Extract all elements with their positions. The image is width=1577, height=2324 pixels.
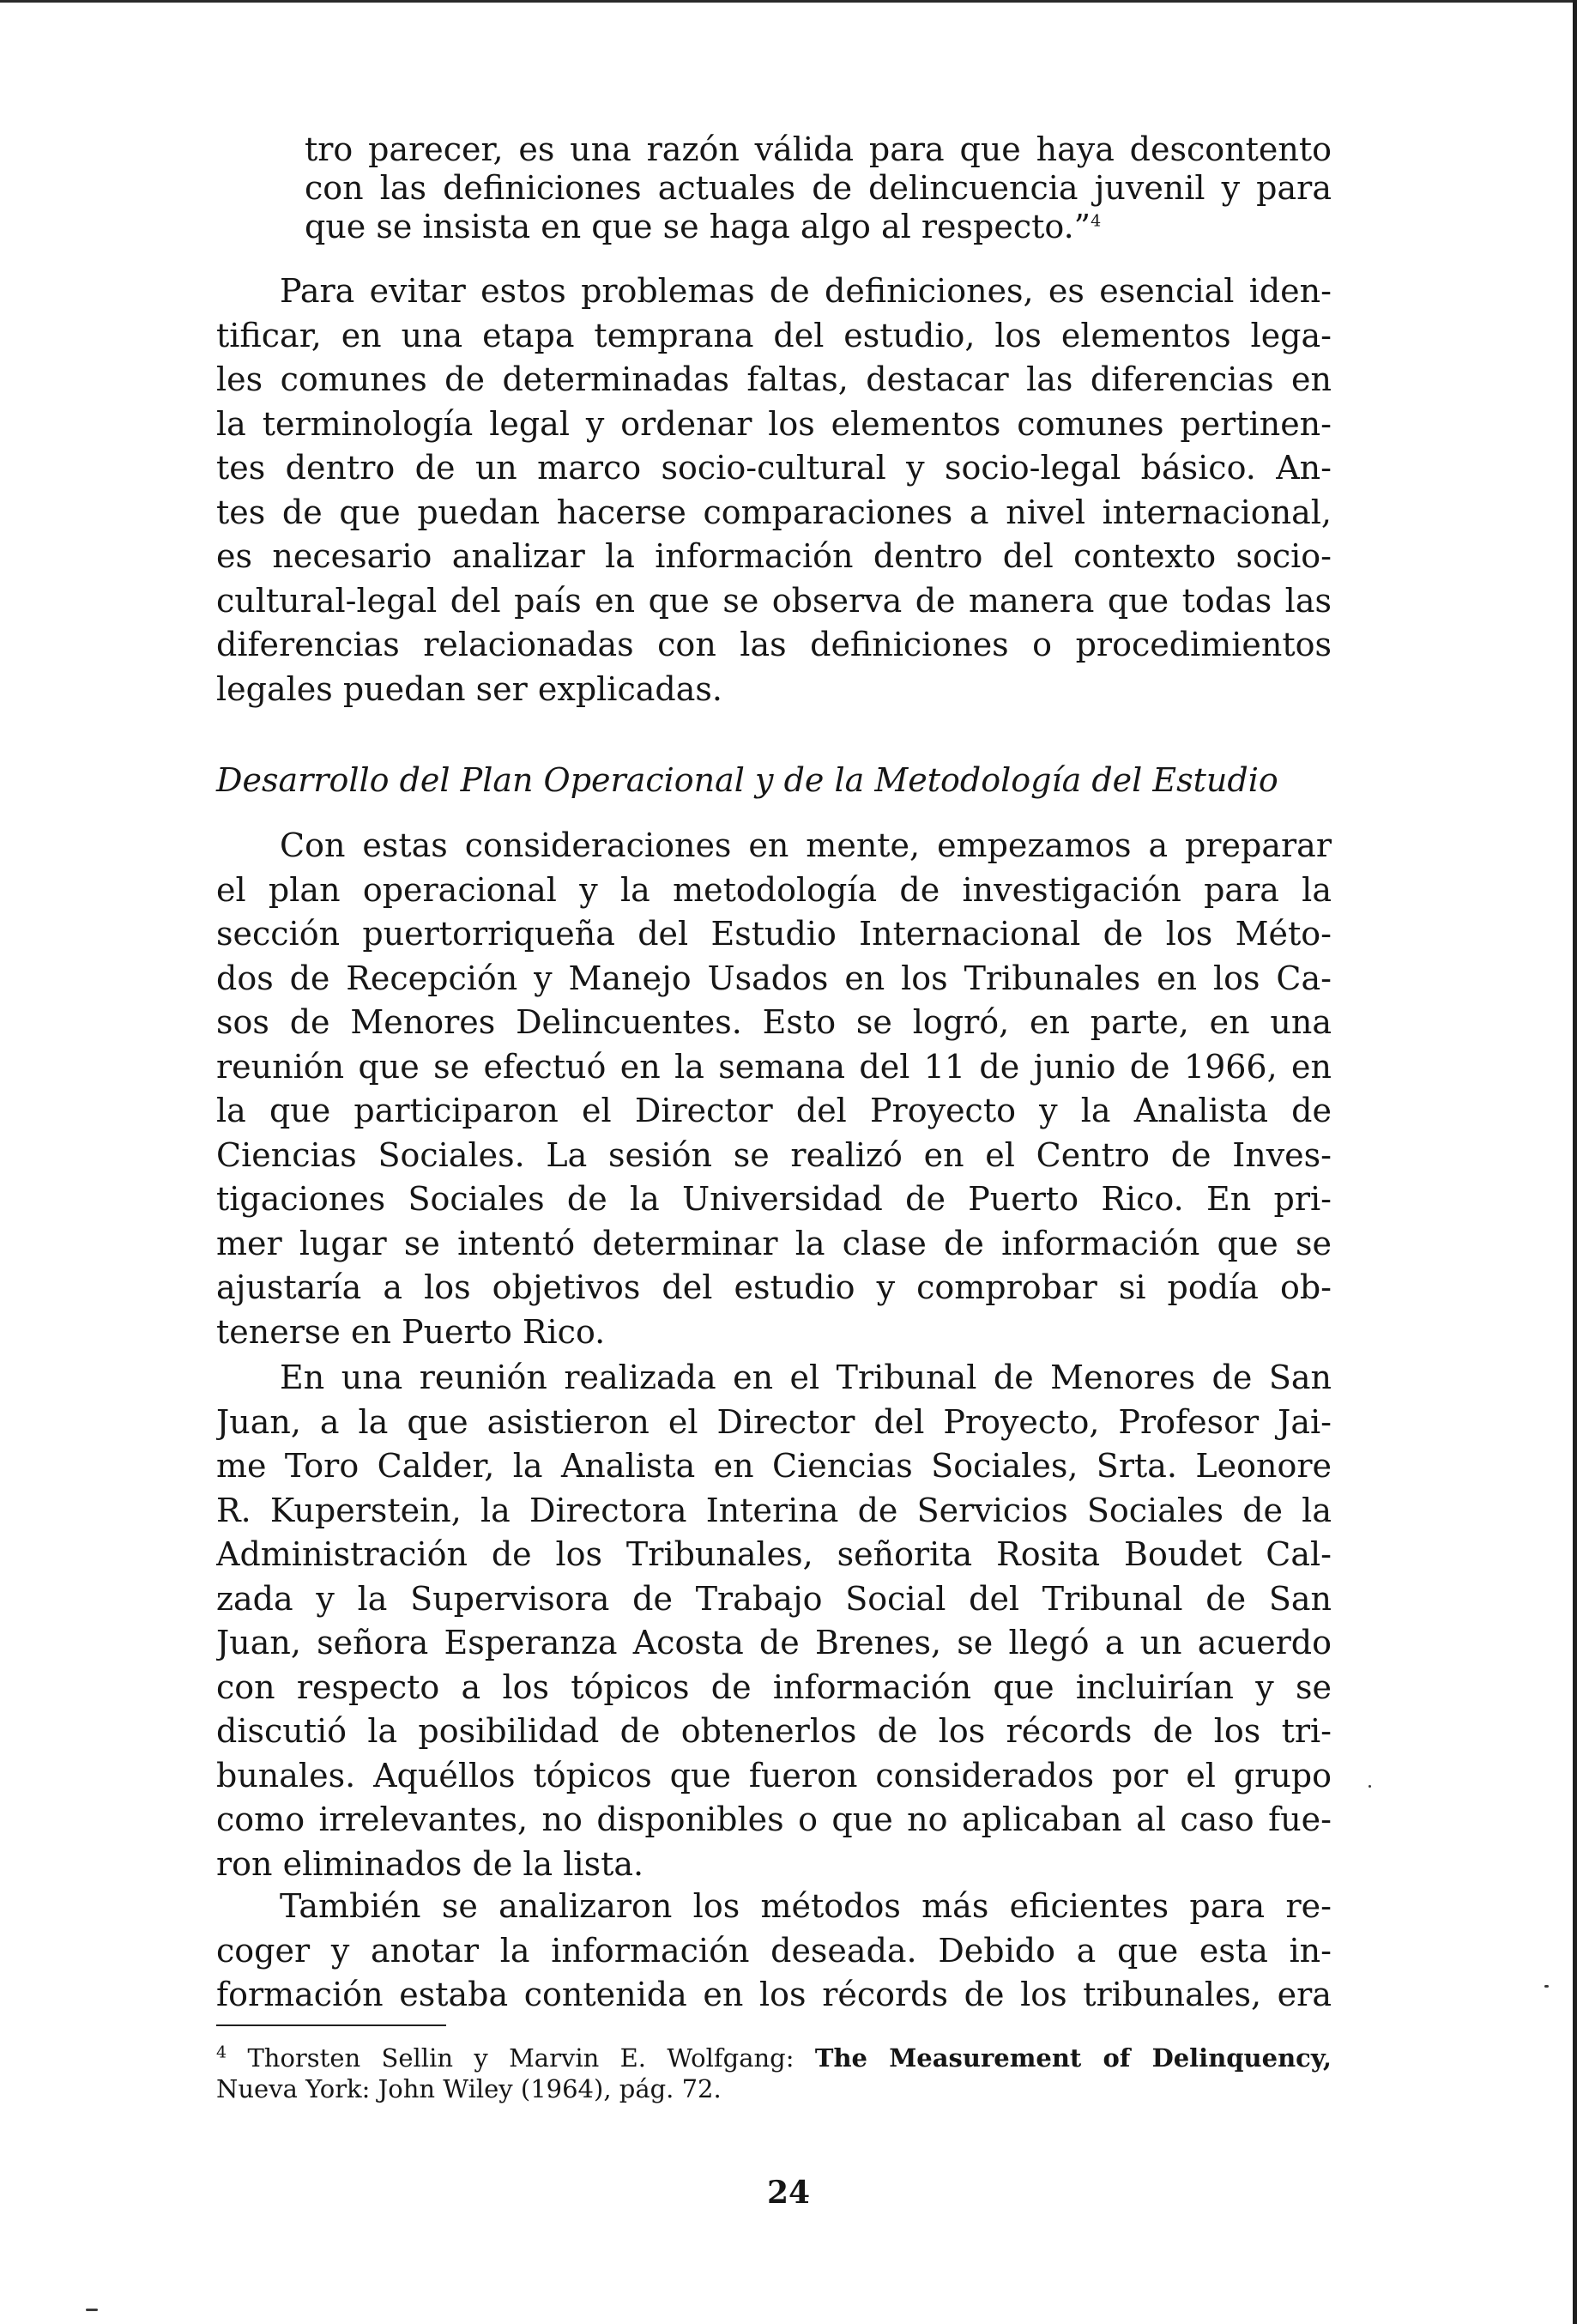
footnote-authors: Thorsten Sellin y Marvin E. Wolfgang: xyxy=(247,2043,795,2073)
paragraph-line: tificar, en una etapa temprana del estudio, los elementos lega- xyxy=(216,316,1332,354)
footnote-reference: 4 xyxy=(1091,211,1102,231)
paragraph-line: legales puedan ser explicadas. xyxy=(216,669,722,708)
paragraph-line: con respecto a los tópicos de información que incluirían y se xyxy=(216,1667,1332,1706)
paragraph-line: tes de que puedan hacerse comparaciones a nivel internacional, xyxy=(216,493,1332,531)
paragraph-line: dos de Recepción y Manejo Usados en los Tribunales en los Ca- xyxy=(216,959,1332,997)
paragraph-line: sos de Menores Delincuentes. Esto se logró, en parte, en una xyxy=(216,1003,1332,1041)
paragraph-line: sección puertorriqueña del Estudio Internacional de los Méto- xyxy=(216,915,1332,953)
footnote-separator xyxy=(216,2024,446,2026)
paragraph-line: bunales. Aquéllos tópicos que fueron considerados por el grupo xyxy=(216,1756,1332,1794)
paragraph-line: Juan, a la que asistieron el Director del Proyecto, Profesor Jai- xyxy=(216,1402,1332,1441)
paragraph-line: Para evitar estos problemas de definiciones, es esencial iden- xyxy=(280,272,1332,310)
footnote-line xyxy=(216,2043,1332,2073)
paragraph-line: reunión que se efectuó en la semana del 11 de junio de 1966, en xyxy=(216,1047,1332,1086)
quote-line: tro parecer, es una razón válida para que haya descontento xyxy=(305,130,1332,168)
paragraph-line: les comunes de determinadas faltas, destacar las diferencias en xyxy=(216,360,1332,398)
paragraph-line: cultural-legal del país en que se observa de manera que todas las xyxy=(216,581,1332,620)
footnote xyxy=(216,2043,1332,2104)
quote-block xyxy=(305,130,1332,246)
paragraph-line: la que participaron el Director del Proyecto y la Analista de xyxy=(216,1092,1332,1129)
paragraph-line: tigaciones Sociales de la Universidad de Puerto Rico. En pri- xyxy=(216,1180,1332,1218)
paragraph-line: Juan, señora Esperanza Acosta de Brenes, se llegó a un acuerdo xyxy=(216,1624,1332,1661)
paragraph-plan xyxy=(216,824,1332,1354)
paragraph-line: zada y la Supervisora de Trabajo Social del Tribunal de San xyxy=(216,1579,1332,1618)
paragraph-line: Administración de los Tribunales, señorita Rosita Boudet Cal- xyxy=(216,1535,1332,1573)
paragraph-line: coger y anotar la información deseada. Debido a que esta in- xyxy=(216,1931,1332,1970)
paragraph-line: También se analizaron los métodos más eficientes para re- xyxy=(280,1887,1332,1925)
paragraph-line: como irrelevantes, no disponibles o que no aplicaban al caso fue- xyxy=(216,1800,1332,1838)
footnote-mark: 4 xyxy=(216,2043,227,2062)
paragraph-line: Ciencias Sociales. La sesión se realizó en el Centro de Inves- xyxy=(216,1135,1332,1174)
top-border xyxy=(0,0,1577,3)
footnote-book-title: The Measurement of Delinquency, xyxy=(814,2043,1332,2073)
paragraph-line: mer lugar se intentó determinar la clase de información que se xyxy=(216,1224,1332,1262)
scan-speck xyxy=(86,2309,98,2311)
paragraph-definitions xyxy=(216,269,1332,711)
paragraph-line: formación estaba contenida en los récords de los tribunales, era xyxy=(216,1976,1332,2013)
paragraph-line: el plan operacional y la metodología de investigación para la xyxy=(216,870,1332,909)
paragraph-line: ron eliminados de la lista. xyxy=(216,1844,644,1883)
paragraph-line: ajustaría a los objetivos del estudio y comprobar si podía ob- xyxy=(216,1268,1332,1306)
quote-line-text: que se insista en que se haga algo al respecto.” xyxy=(305,208,1091,245)
scan-speck xyxy=(1369,1785,1371,1788)
paragraph-line: Con estas consideraciones en mente, empezamos a preparar xyxy=(280,826,1332,864)
paragraph-line: tes dentro de un marco socio-cultural y socio-legal básico. An- xyxy=(216,449,1332,487)
footnote-line: Nueva York: John Wiley (1964), pág. 72. xyxy=(216,2074,722,2103)
paragraph-line: R. Kuperstein, la Directora Interina de Servicios Sociales de la xyxy=(216,1491,1332,1529)
paragraph-line: discutió la posibilidad de obtenerlos de los récords de los tri- xyxy=(216,1712,1332,1750)
right-page-edge xyxy=(1573,0,1577,2324)
scan-speck xyxy=(1544,1985,1549,1988)
paragraph-line: es necesario analizar la información dentro del contexto socio- xyxy=(216,537,1332,575)
paragraph-meeting xyxy=(216,1356,1332,1886)
page-number: 24 xyxy=(766,2175,811,2211)
paragraph-line: tenerse en Puerto Rico. xyxy=(216,1312,606,1351)
paragraph-line: me Toro Calder, la Analista en Ciencias Sociales, Srta. Leonore xyxy=(216,1447,1332,1485)
quote-line: con las definiciones actuales de delincuencia juvenil y para xyxy=(305,169,1332,207)
paragraph-methods xyxy=(216,1885,1332,2018)
section-heading: Desarrollo del Plan Operacional y de la Metodología del Estudio xyxy=(216,761,1278,799)
paragraph-line: En una reunión realizada en el Tribunal de Menores de San xyxy=(280,1359,1332,1396)
quote-line xyxy=(305,208,1332,246)
paragraph-line: diferencias relacionadas con las definiciones o procedimientos xyxy=(216,626,1332,663)
paragraph-line: la terminología legal y ordenar los elementos comunes pertinen- xyxy=(216,404,1332,443)
